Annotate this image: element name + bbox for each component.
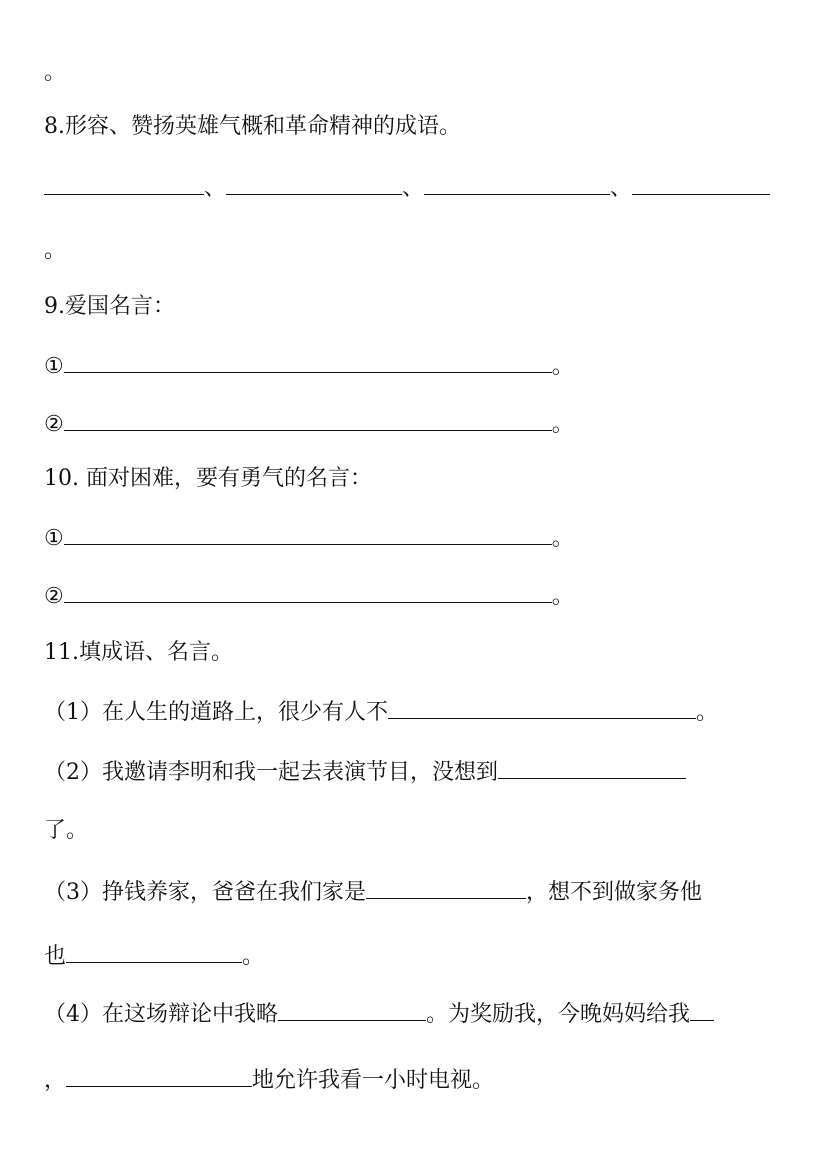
q11-sentence-3 [44,876,702,906]
q9-end-2: 。 [551,412,574,437]
q10-title: 10. 面对困难，要有勇气的名言： [44,466,372,491]
q11-s3-text-b: ，想不到做家务他 [526,880,703,905]
q8-answer-row [44,172,770,202]
q9-title: 9.爱国名言： [44,294,175,319]
q10-end-1: 。 [551,526,574,551]
q11-s3-end: 。 [242,944,265,969]
q9-item-2 [44,408,574,438]
q10-blank-2[interactable] [64,580,552,603]
q11-s4-blank-2[interactable] [690,998,714,1021]
q9-marker-1: ① [44,354,64,379]
q11-sentence-4-cont [44,1064,494,1094]
q11-sentence-3-cont [44,940,264,970]
q11-s1-text: （1）在人生的道路上，很少有人不 [44,700,388,725]
q8-sep-1: 、 [204,176,227,201]
q11-s1-end: 。 [696,700,719,725]
q10-end-2: 。 [551,584,574,609]
q8-blank-1[interactable] [44,172,204,195]
q11-s2-text: （2）我邀请李明和我一起去表演节目，没想到 [44,760,498,785]
top-period: 。 [44,60,67,85]
q10-marker-2: ② [44,584,64,609]
q11-sentence-2 [44,756,686,786]
q11-s3-blank-2[interactable] [66,940,242,963]
q8-sep-3: 、 [610,176,633,201]
q10-marker-1: ① [44,526,64,551]
q9-blank-2[interactable] [64,408,552,431]
q8-sep-2: 、 [402,176,425,201]
q8-end: 。 [44,238,67,263]
q10-item-1 [44,522,574,552]
q11-s4-blank-3[interactable] [66,1064,252,1087]
q11-s4-text-b: 。为奖励我，今晚妈妈给我 [426,1002,691,1027]
q11-s3-text-a: （3）挣钱养家，爸爸在我们家是 [44,880,366,905]
q11-s2-blank[interactable] [498,756,686,779]
q11-s4-text-c: 地允许我看一小时电视。 [252,1068,495,1093]
q9-blank-1[interactable] [64,350,552,373]
q9-item-1 [44,350,574,380]
q11-s3-text-c: 也 [44,944,67,969]
q11-s4-text-a: （4）在这场辩论中我略 [44,1002,278,1027]
q8-blank-2[interactable] [226,172,402,195]
q11-s4-comma: ， [44,1068,67,1093]
q11-s3-blank-1[interactable] [366,876,526,899]
q8-title: 8.形容、赞扬英雄气概和革命精神的成语。 [44,114,461,139]
q8-blank-4[interactable] [632,172,770,195]
q11-s2-end: 了。 [44,818,89,843]
q10-item-2 [44,580,574,610]
q9-end-1: 。 [551,354,574,379]
q8-blank-3[interactable] [424,172,610,195]
q11-s4-blank-1[interactable] [278,998,426,1021]
q10-blank-1[interactable] [64,522,552,545]
q9-marker-2: ② [44,412,64,437]
q11-sentence-4 [44,998,714,1028]
q11-s1-blank[interactable] [388,696,696,719]
q11-sentence-1 [44,696,718,726]
q11-title: 11.填成语、名言。 [44,640,233,665]
